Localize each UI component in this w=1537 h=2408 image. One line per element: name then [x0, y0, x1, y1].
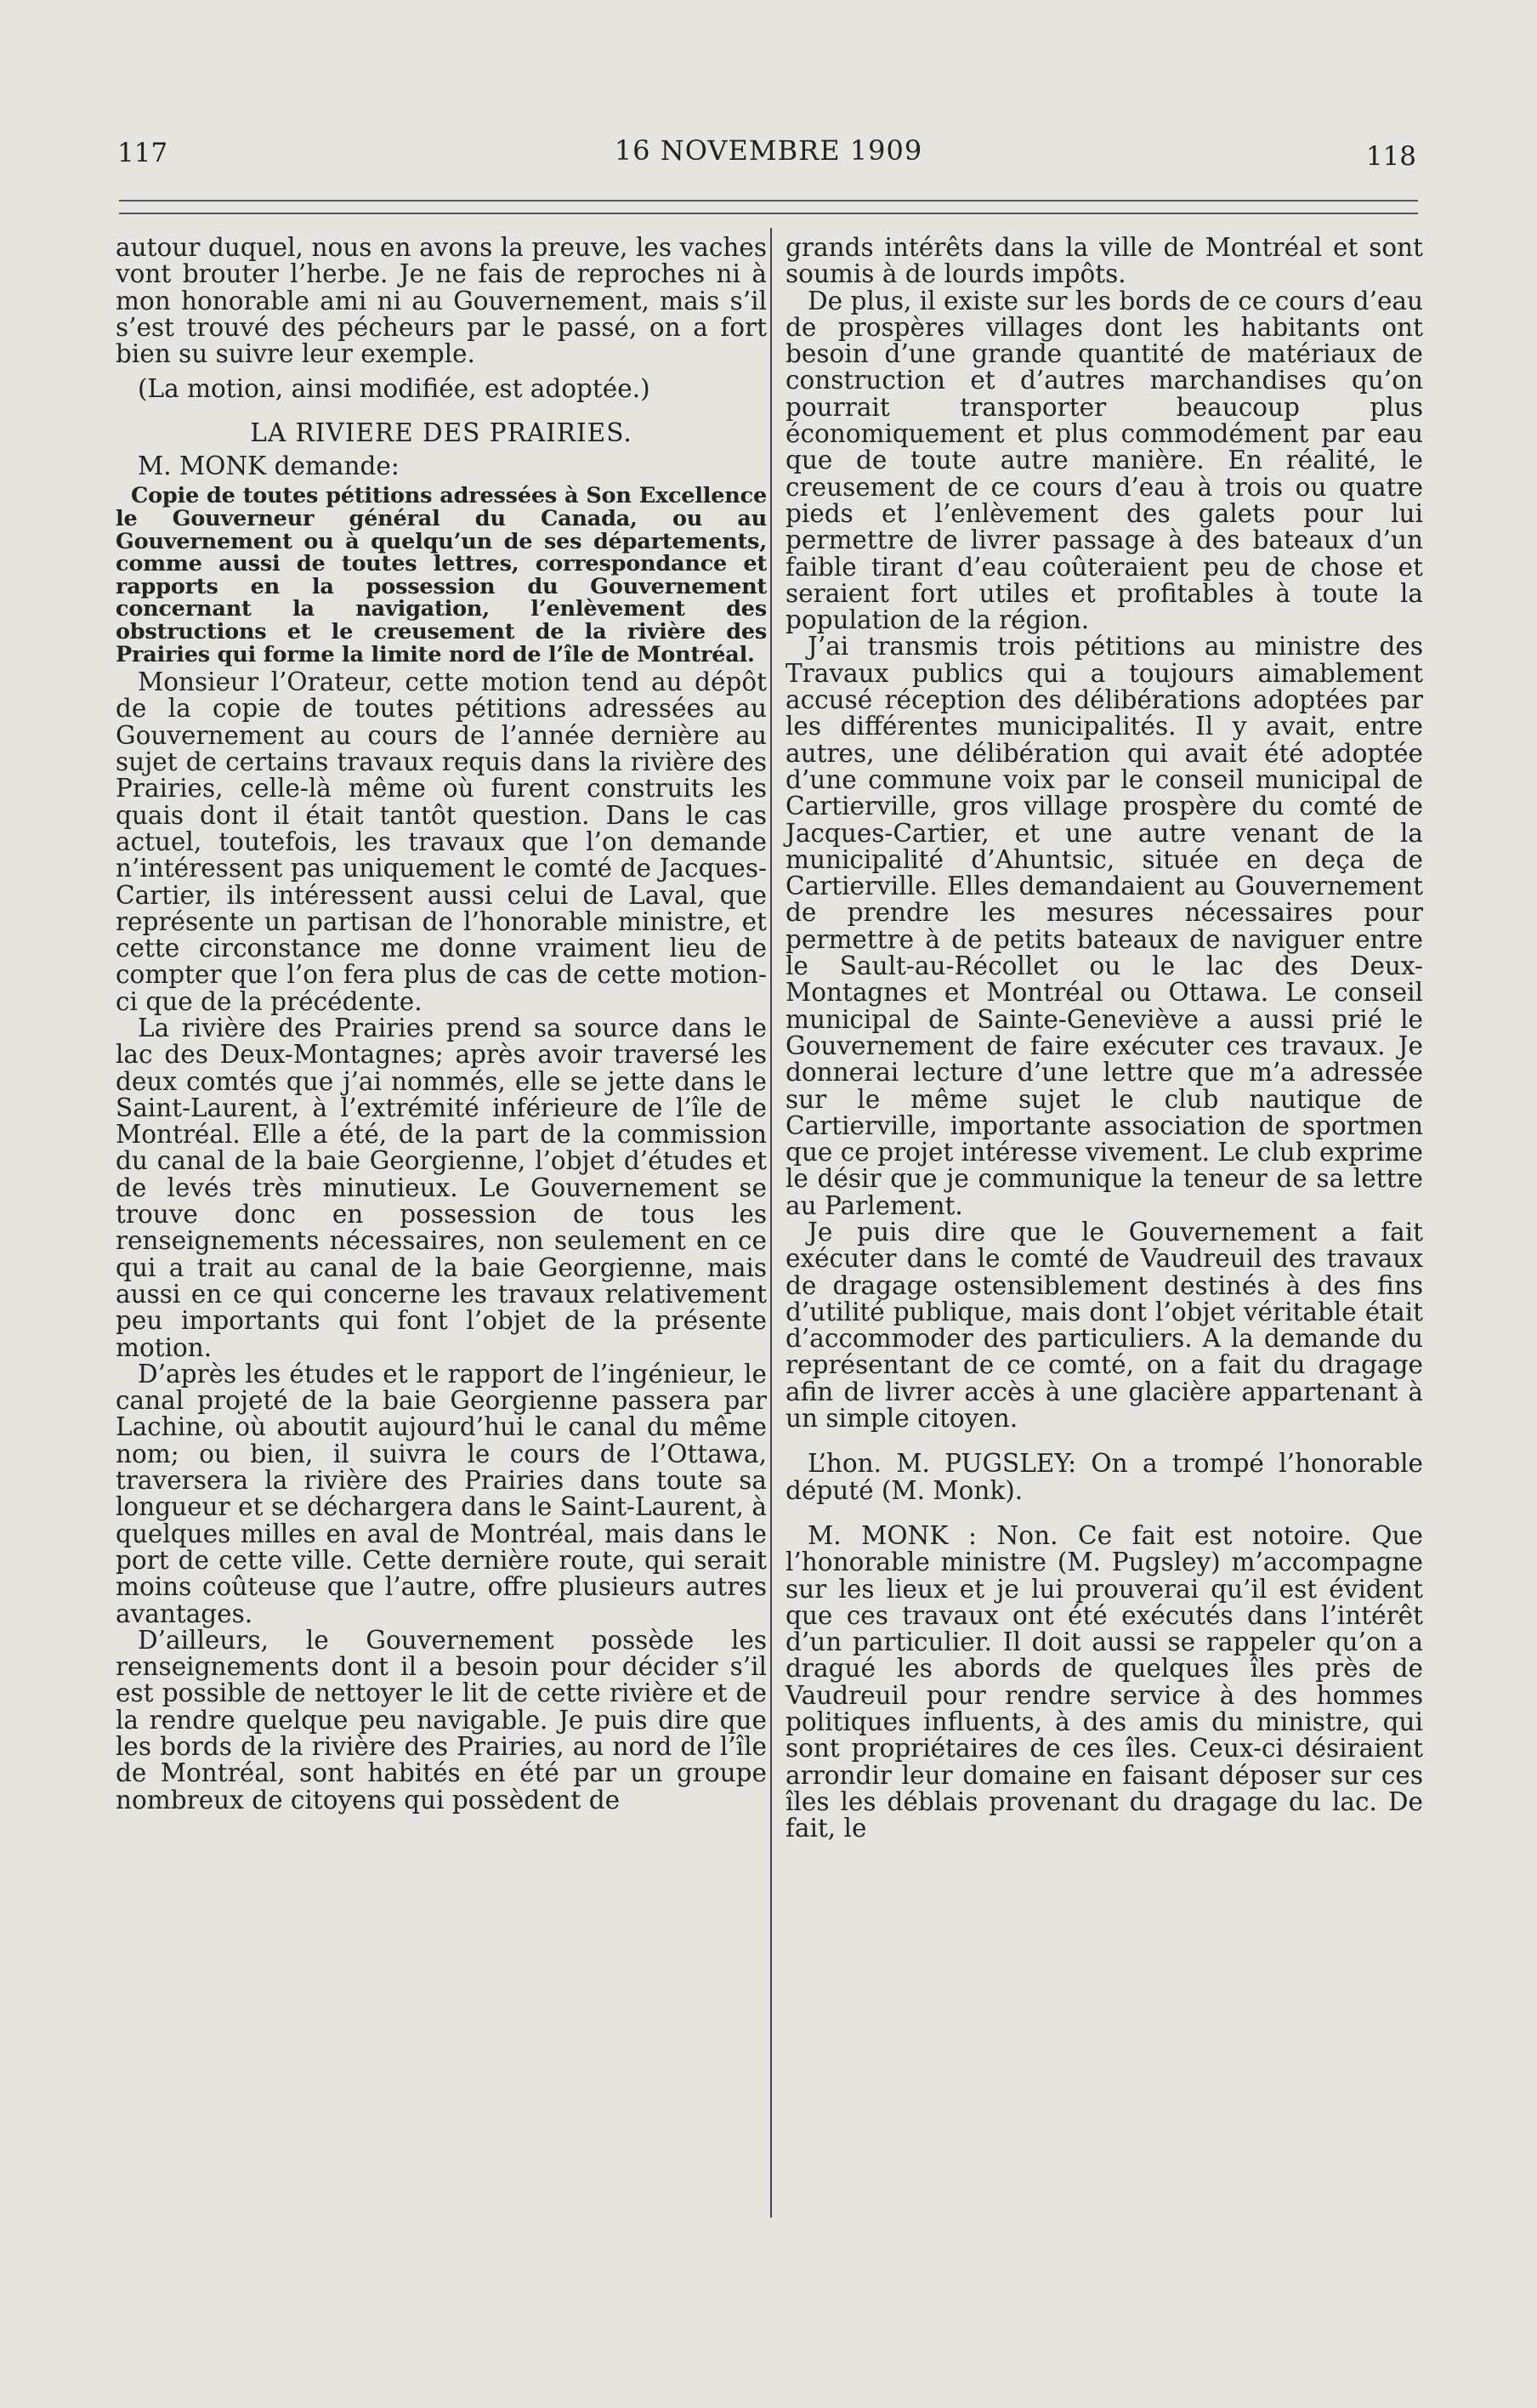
paragraph: M. MONK : Non. Ce fait est notoire. Que l’honorable ministre (M. Pugsley) m’accompagne sur les lieux et je lui prouverai qu’il est évident que ces travaux ont été exécutés dans l’intérêt d’un particulier. Il doit aussi se rappeler qu’on a dragué les abords de quelques îles près de Vaudreuil pour rendre service à des hommes politiques influents, à des amis du ministre, qui sont propriétaires de ces îles. Ceux-ci désiraient arrondir leur domaine en faisant déposer sur ces îles les déblais provenant du dragage du lac. De fait, le	[786, 1520, 1423, 1843]
motion-quote: Copie de toutes pétitions adressées à Son Excellence le Gouverneur général du Canada, ou au Gouvernement ou à quelqu’un de ses départements, comme aussi de toutes lettres, correspondance et rapports en la possession du Gouvernement concernant la navigation, l’enlèvement des obstructions et le creusement de la rivière des Prairies qui forme la limite nord de l’île de Montréal.	[116, 483, 767, 667]
paragraph: La rivière des Prairies prend sa source dans le lac des Deux-Montagnes; après avoir traversé les deux comtés que j’ai nommés, elle se jette dans le Saint-Laurent, à l’extrémité inférieure de l’île de Montréal. Elle a été, de la part de la commission du canal de la baie Georgienne, l’objet d’études et de levés très minutieux. Le Gouvernement se trouve donc en possession de tous les renseignements nécessaires, non seulement en ce qui a trait au canal de la baie Georgienne, mais aussi en ce qui concerne les travaux relativement peu importants qui font l’objet de la présente motion.	[116, 1013, 767, 1362]
left-column	[116, 235, 767, 1814]
paragraph: autour duquel, nous en avons la preuve, les vaches vont brouter l’herbe. Je ne fais de reproches ni à mon honorable ami ni au Gouvernement, mais s’il s’est trouvé des pécheurs par le passé, on a fort bien su suivre leur exemple.	[116, 233, 767, 369]
page-date: 16 NOVEMBRE 1909	[614, 134, 923, 167]
section-heading: LA RIVIERE DES PRAIRIES.	[250, 417, 632, 447]
header-rule-bottom	[119, 213, 1418, 214]
paragraph: De plus, il existe sur les bords de ce cours d’eau de prospères villages dont les habitants ont besoin d’une grande quantité de matériaux de construction et d’autres marchandises qu’on pourrait transporter beaucoup plus économiquement et plus commodément par eau que de toute autre manière. En réalité, le creusement de ce cours d’eau à trois ou quatre pieds et l’enlèvement des galets pour lui permettre de livrer passage à des bateaux d’un faible tirant d’eau coûteraient peu de chose et seraient fort utiles et profitables à toute la population de la région.	[786, 286, 1423, 635]
paragraph: Je puis dire que le Gouvernement a fait exécuter dans le comté de Vaudreuil des travaux de dragage ostensiblement destinés à des fins d’utilité publique, mais dont l’objet véritable était d’accommoder des particuliers. A la demande du représentant de ce comté, on a fait du dragage afin de livrer accès à une glacière appartenant à un simple citoyen.	[786, 1217, 1423, 1434]
paragraph: grands intérêts dans la ville de Montréal et sont soumis à de lourds impôts.	[786, 233, 1423, 289]
right-column	[786, 235, 1423, 1843]
paragraph: Monsieur l’Orateur, cette motion tend au dépôt de la copie de toutes pétitions adressées au Gouvernement au cours de l’année dernière au sujet de certains travaux requis dans la rivière des Prairies, celle-là même où furent construits les quais dont il était tantôt question. Dans le cas actuel, toutefois, les travaux que l’on demande n’intéressent pas uniquement le comté de Jacques-Cartier, ils intéressent aussi celui de Laval, que représente un partisan de l’honorable ministre, et cette circonstance me donne vraiment lieu de compter que l’on fera plus de cas de cette motion-ci que de la précédente.	[116, 667, 767, 1016]
page-number-left: 117	[117, 138, 168, 168]
paragraph: L’hon. M. PUGSLEY: On a trompé l’honorable député (M. Monk).	[786, 1449, 1423, 1505]
paragraph: M. MONK demande:	[138, 452, 400, 481]
page-header	[0, 0, 1537, 196]
paragraph: (La motion, ainsi modifiée, est adoptée.)	[138, 374, 650, 404]
page-number-right: 118	[1365, 141, 1416, 172]
paragraph: D’après les études et le rapport de l’ingénieur, le canal projeté de la baie Georgienne passera par Lachine, où aboutit aujourd’hui le canal du même nom; ou bien, il suivra le cours de l’Ottawa, traversera la rivière des Prairies dans toute sa longueur et se déchargera dans le Saint-Laurent, à quelques milles en aval de Montréal, mais dans le port de cette ville. Cette dernière route, qui serait moins coûteuse que l’autre, offre plusieurs autres avantages.	[116, 1359, 767, 1628]
paragraph: J’ai transmis trois pétitions au ministre des Travaux publics qui a toujours aimablement accusé réception des délibérations adoptées par les différentes municipalités. Il y avait, entre autres, une délibération qui avait été adoptée d’une commune voix par le conseil municipal de Cartierville, gros village prospère du comté de Jacques-Cartier, et une autre venant de la municipalité d’Ahuntsic, située en deça de Cartierville. Elles demandaient au Gouvernement de prendre les mesures nécessaires pour permettre à de petits bateaux de naviguer entre le Sault-au-Récollet ou le lac des Deux-Montagnes et Montréal ou Ottawa. Le conseil municipal de Sainte-Geneviève a aussi prié le Gouvernement de faire exécuter ces travaux. Je donnerai lecture d’une lettre que m’a adressée sur le même sujet le club nautique de Cartierville, importante association de sportmen que ce projet intéresse vivement. Le club exprime le désir que je communique la teneur de sa lettre au Parlement.	[786, 632, 1423, 1220]
column-divider	[770, 228, 772, 2218]
header-rule-top	[119, 200, 1418, 202]
paragraph: D’ailleurs, le Gouvernement possède les renseignements dont il a besoin pour décider s’il est possible de nettoyer le lit de cette rivière et de la rendre quelque peu navigable. Je puis dire que les bords de la rivière des Prairies, au nord de l’île de Montréal, sont habités en été par un groupe nombreux de citoyens qui possèdent de	[116, 1625, 767, 1815]
